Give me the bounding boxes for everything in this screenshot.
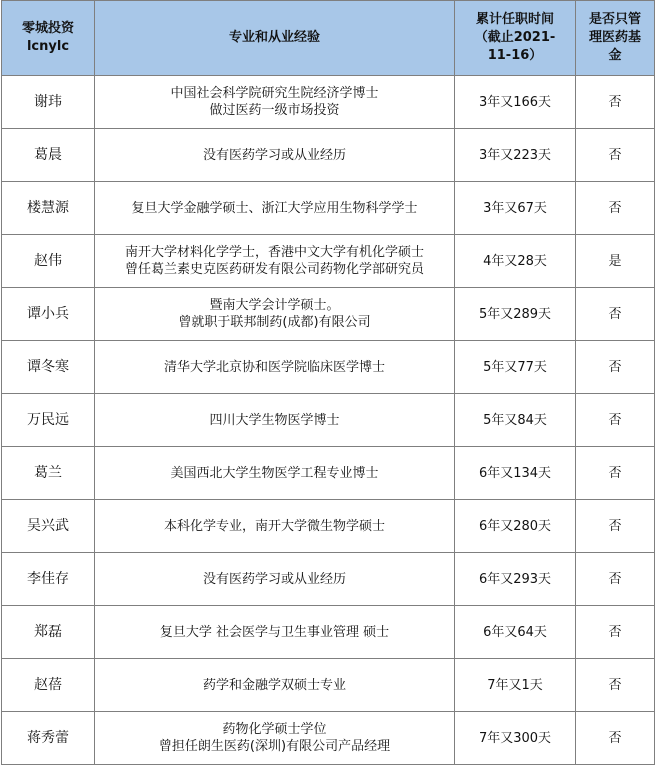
experience-cell xyxy=(95,500,455,553)
manager-name-cell: 谢玮 xyxy=(2,76,95,129)
table-row xyxy=(2,76,655,129)
experience-line: 南开大学材料化学学士，香港中文大学有机化学硕士 xyxy=(124,245,424,260)
header-line: 零城投资 xyxy=(21,21,74,36)
experience-line: 四川大学生物医学博士 xyxy=(209,412,340,428)
header-tenure xyxy=(455,1,576,76)
manager-name-cell: 赵伟 xyxy=(2,235,95,288)
header-line: lcnylc xyxy=(26,39,70,54)
pharma-only-cell: 否 xyxy=(576,553,655,606)
table-row xyxy=(2,341,655,394)
table-row xyxy=(2,659,655,712)
header-line: 累计任职时间 xyxy=(475,12,554,27)
table-body xyxy=(2,76,655,765)
tenure-cell: 3年又166天 xyxy=(455,76,576,129)
tenure-cell: 4年又28天 xyxy=(455,235,576,288)
experience-cell xyxy=(95,394,455,447)
experience-line: 美国西北大学生物医学工程专业博士 xyxy=(170,465,379,481)
pharma-only-cell: 否 xyxy=(576,182,655,235)
table-row xyxy=(2,288,655,341)
header-experience xyxy=(95,1,455,76)
manager-name-cell: 赵蓓 xyxy=(2,659,95,712)
table-row xyxy=(2,712,655,765)
experience-line: 曾任葛兰素史克医药研发有限公司药物化学部研究员 xyxy=(124,262,424,277)
table-row xyxy=(2,182,655,235)
experience-cell xyxy=(95,288,455,341)
header-line: 金 xyxy=(608,48,622,63)
manager-name-cell: 谭冬寒 xyxy=(2,341,95,394)
table-row xyxy=(2,129,655,182)
manager-name-cell: 李佳存 xyxy=(2,553,95,606)
header-pharma-only xyxy=(576,1,655,76)
experience-cell xyxy=(95,341,455,394)
experience-line: 没有医药学习或从业经历 xyxy=(202,147,346,163)
pharma-only-cell: 否 xyxy=(576,129,655,182)
manager-name-cell: 楼慧源 xyxy=(2,182,95,235)
table-row xyxy=(2,394,655,447)
experience-line: 没有医药学习或从业经历 xyxy=(202,571,346,587)
pharma-only-cell: 否 xyxy=(576,712,655,765)
experience-cell xyxy=(95,129,455,182)
pharma-only-cell: 否 xyxy=(576,500,655,553)
header-line: 是否只管 xyxy=(588,12,641,27)
manager-name-cell: 葛晨 xyxy=(2,129,95,182)
experience-line: 曾担任朗生医药(深圳)有限公司产品经理 xyxy=(158,739,391,754)
table-row xyxy=(2,500,655,553)
header-line: 11-16） xyxy=(487,48,543,63)
pharma-only-cell: 否 xyxy=(576,288,655,341)
pharma-only-cell: 是 xyxy=(576,235,655,288)
experience-cell xyxy=(95,712,455,765)
experience-line: 做过医药一级市场投资 xyxy=(209,103,340,118)
tenure-cell: 5年又84天 xyxy=(455,394,576,447)
pharma-only-cell: 否 xyxy=(576,447,655,500)
experience-line: 复旦大学金融学硕士、浙江大学应用生物科学学士 xyxy=(131,200,418,216)
experience-cell xyxy=(95,235,455,288)
tenure-cell: 6年又64天 xyxy=(455,606,576,659)
experience-line: 中国社会科学院研究生院经济学博士 xyxy=(170,86,379,101)
experience-line: 药物化学硕士学位 xyxy=(222,722,327,737)
pharma-only-cell: 否 xyxy=(576,76,655,129)
tenure-cell: 6年又134天 xyxy=(455,447,576,500)
pharma-only-cell: 否 xyxy=(576,606,655,659)
table-row xyxy=(2,553,655,606)
tenure-cell: 6年又280天 xyxy=(455,500,576,553)
header-line: 专业和从业经验 xyxy=(228,30,320,45)
table-row xyxy=(2,235,655,288)
experience-cell xyxy=(95,182,455,235)
experience-cell xyxy=(95,447,455,500)
table-row xyxy=(2,447,655,500)
experience-cell xyxy=(95,76,455,129)
header-line: （截止2021- xyxy=(474,30,556,45)
manager-name-cell: 谭小兵 xyxy=(2,288,95,341)
experience-line: 暨南大学会计学硕士。 xyxy=(209,298,340,313)
experience-cell xyxy=(95,606,455,659)
tenure-cell: 6年又293天 xyxy=(455,553,576,606)
manager-name-cell: 郑磊 xyxy=(2,606,95,659)
tenure-cell: 5年又289天 xyxy=(455,288,576,341)
pharma-only-cell: 否 xyxy=(576,394,655,447)
tenure-cell: 7年又300天 xyxy=(455,712,576,765)
manager-name-cell: 万民远 xyxy=(2,394,95,447)
experience-line: 本科化学专业，南开大学微生物学硕士 xyxy=(163,518,385,534)
table-row xyxy=(2,606,655,659)
experience-cell xyxy=(95,659,455,712)
header-manager xyxy=(2,1,95,76)
experience-line: 曾就职于联邦制药(成都)有限公司 xyxy=(178,315,371,330)
tenure-cell: 3年又67天 xyxy=(455,182,576,235)
pharma-only-cell: 否 xyxy=(576,659,655,712)
experience-line: 药学和金融学双硕士专业 xyxy=(202,677,346,693)
experience-cell xyxy=(95,553,455,606)
manager-name-cell: 葛兰 xyxy=(2,447,95,500)
manager-name-cell: 蒋秀蕾 xyxy=(2,712,95,765)
experience-line: 清华大学北京协和医学院临床医学博士 xyxy=(163,359,385,375)
fund-manager-table xyxy=(1,0,655,765)
tenure-cell: 5年又77天 xyxy=(455,341,576,394)
experience-line: 复旦大学 社会医学与卫生事业管理 硕士 xyxy=(159,624,390,640)
pharma-only-cell: 否 xyxy=(576,341,655,394)
header-line: 理医药基 xyxy=(588,30,641,45)
header-row xyxy=(2,1,655,76)
tenure-cell: 7年又1天 xyxy=(455,659,576,712)
manager-name-cell: 吴兴武 xyxy=(2,500,95,553)
tenure-cell: 3年又223天 xyxy=(455,129,576,182)
